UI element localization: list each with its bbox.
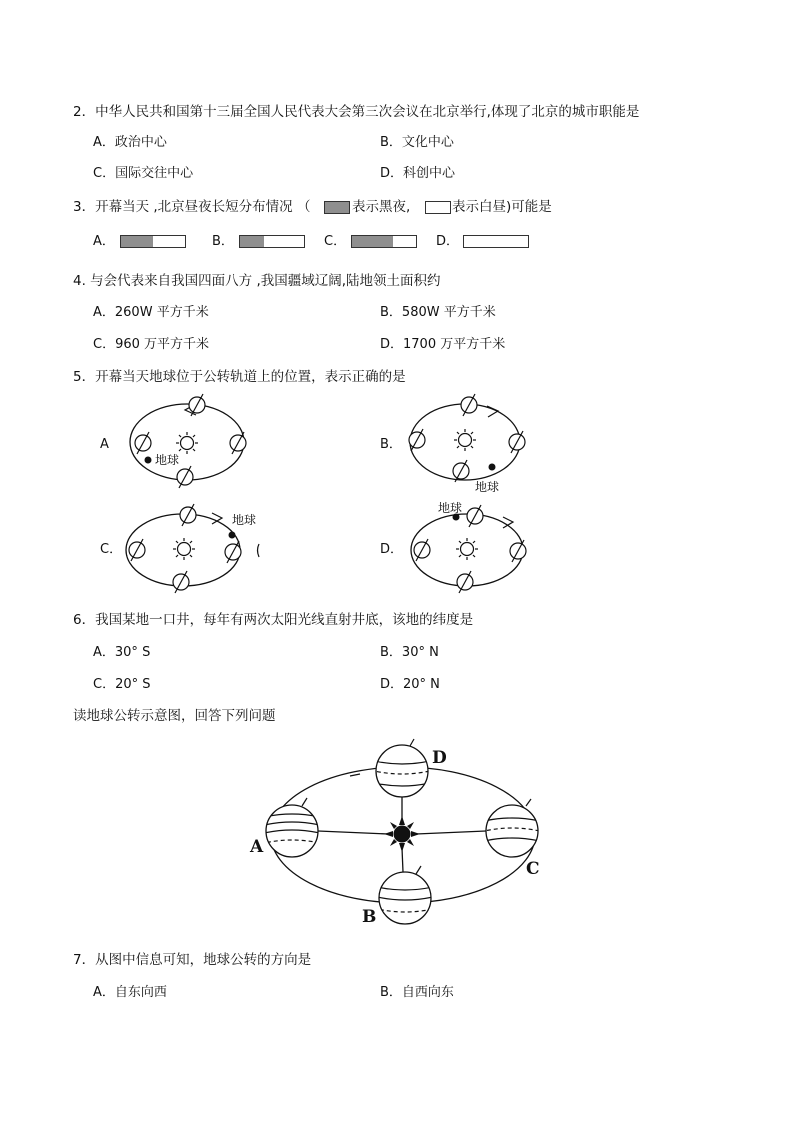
q3-option-d-bar[interactable] [463, 235, 529, 248]
earth-position-dot [489, 464, 496, 471]
q3-option-b-label[interactable]: B． [212, 234, 234, 249]
q2-stem: 2．中华人民共和国第十三届全国人民代表大会第三次会议在北京举行,体现了北京的城市职能是 [73, 104, 640, 120]
orbit-label-d: D [432, 748, 447, 768]
earth-icon [173, 571, 189, 593]
q4-option-b[interactable]: B．580W 平方千米 [380, 305, 496, 320]
night-fill [240, 236, 264, 247]
globe-icon [480, 799, 544, 857]
earth-icon [509, 431, 525, 453]
q3-legend-day-text: 表示白昼)可能是 [452, 199, 552, 215]
q7-option-a[interactable]: A．自东向西 [93, 985, 167, 1000]
globe-icon [370, 739, 434, 797]
earth-icon [135, 432, 151, 454]
q3-legend-night-text: 表示黑夜, [352, 199, 411, 215]
sun-icon [173, 538, 195, 560]
q5-c-earth-label: 地球 [232, 513, 257, 527]
q2-option-c[interactable]: C．国际交往中心 [93, 166, 194, 181]
earth-icon [180, 504, 196, 526]
sun-icon [176, 432, 198, 454]
q6-option-b[interactable]: B．30° N [380, 645, 439, 660]
earth-icon [510, 540, 526, 562]
q5-option-b-label[interactable]: B． [380, 437, 402, 452]
q7-option-b[interactable]: B．自西向东 [380, 985, 454, 1000]
earth-icon [129, 539, 145, 561]
q4-stem: 4. 与会代表来自我国四面八方 ,我国疆域辽阔,陆地领土面积约 [73, 273, 441, 289]
earth-position-dot [145, 457, 152, 464]
q3-stem: 3．开幕当天 ,北京昼夜长短分布情况 （ [73, 199, 311, 215]
q2-option-d[interactable]: D．科创中心 [380, 166, 456, 181]
legend-day-swatch [425, 201, 451, 214]
q3-option-c-label[interactable]: C． [324, 234, 347, 249]
globe-icon [373, 866, 437, 924]
q4-option-a[interactable]: A．260W 平方千米 [93, 305, 209, 320]
night-fill [352, 236, 393, 247]
q6-option-c[interactable]: C．20° S [93, 677, 151, 692]
q7-stem: 7．从图中信息可知，地球公转的方向是 [73, 952, 312, 968]
q5-option-d-orbit[interactable] [405, 500, 540, 600]
q5-option-a-label[interactable]: A [100, 437, 109, 452]
globe-icon [260, 798, 324, 857]
sun-icon [456, 538, 478, 560]
q5-option-d-label[interactable]: D． [380, 542, 404, 557]
earth-position-dot [229, 532, 236, 539]
earth-icon [177, 466, 193, 488]
earth-icon [461, 394, 477, 416]
q5-option-b-orbit[interactable] [405, 393, 540, 493]
q3-option-b-bar[interactable] [239, 235, 305, 248]
q3-option-a-bar[interactable] [120, 235, 186, 248]
q5-a-earth-label: 地球 [155, 453, 180, 467]
q6-option-d[interactable]: D．20° N [380, 677, 440, 692]
legend-night-swatch [324, 201, 350, 214]
earth-icon [453, 460, 469, 482]
earth-orbit-diagram [240, 738, 560, 933]
orbit-label-c: C [526, 859, 540, 879]
q6-option-a[interactable]: A．30° S [93, 645, 151, 660]
q4-option-d[interactable]: D．1700 万平方千米 [380, 337, 506, 352]
q2-option-b[interactable]: B．文化中心 [380, 135, 454, 150]
night-fill [121, 236, 153, 247]
orbit-label-a: A [250, 837, 264, 857]
orbit-direction-arrow [350, 774, 360, 776]
q5-option-a-orbit[interactable] [125, 393, 265, 493]
q3-option-a-label[interactable]: A． [93, 234, 115, 249]
q2-option-a[interactable]: A．政治中心 [93, 135, 167, 150]
sun-icon [454, 429, 476, 451]
diagram-intro: 读地球公转示意图，回答下列问题 [73, 708, 276, 724]
q4-option-c[interactable]: C．960 万平方千米 [93, 337, 210, 352]
earth-icon [457, 571, 473, 593]
earth-icon [414, 539, 430, 561]
q5-stem: 5．开幕当天地球位于公转轨道上的位置，表示正确的是 [73, 369, 406, 385]
q5-b-earth-label: 地球 [475, 480, 500, 494]
q3-option-d-label[interactable]: D． [436, 234, 460, 249]
earth-icon [467, 505, 483, 527]
orbit-label-b: B [362, 907, 377, 927]
q6-stem: 6．我国某地一口井，每年有两次太阳光线直射井底，该地的纬度是 [73, 612, 474, 628]
q5-option-c-label[interactable]: C． [100, 542, 123, 557]
q3-option-c-bar[interactable] [351, 235, 417, 248]
sun-icon [384, 816, 420, 852]
q5-d-earth-label: 地球 [438, 501, 463, 515]
